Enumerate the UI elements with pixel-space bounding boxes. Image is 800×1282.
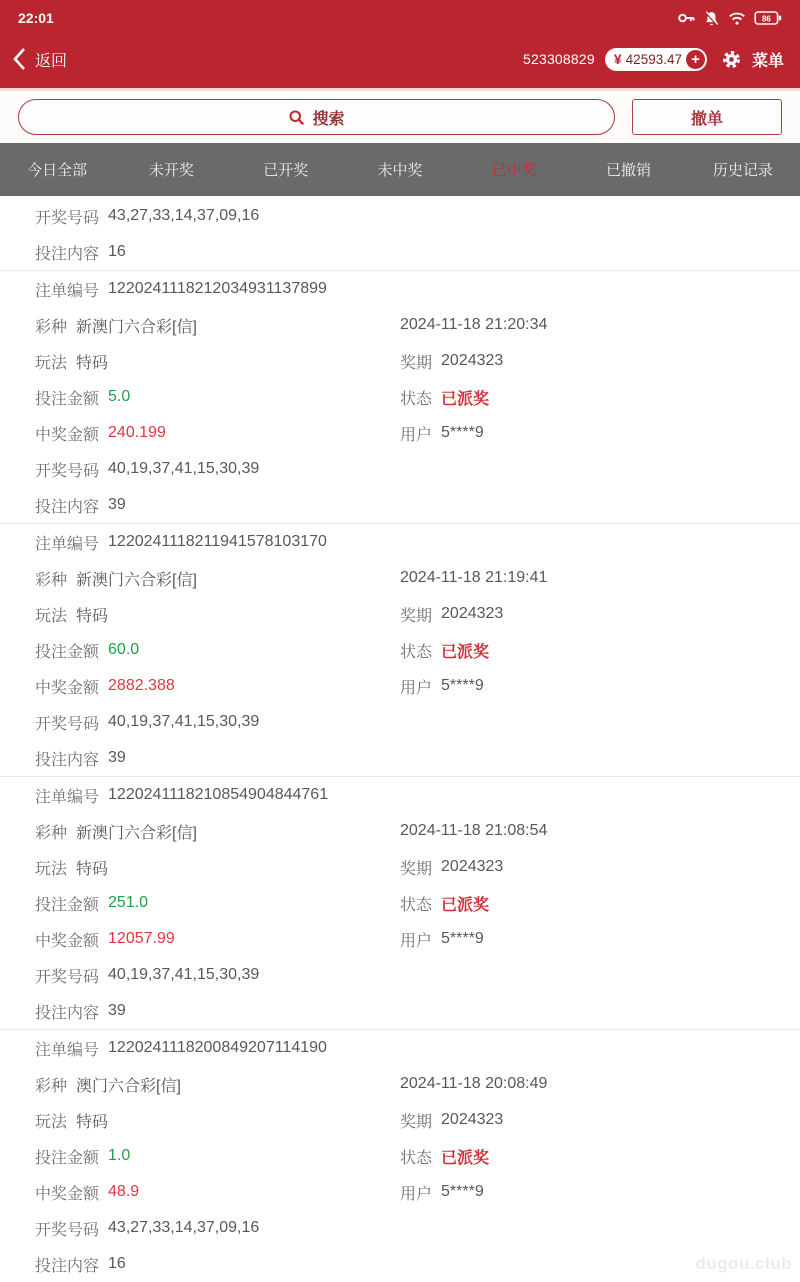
draw-numbers-label: 开奖号码 <box>35 715 100 733</box>
bet-time-value: 2024-11-18 20:08:49 <box>400 1075 548 1092</box>
draw-numbers-label: 开奖号码 <box>35 968 100 986</box>
order-number-row <box>0 1030 800 1066</box>
win-amount-value: 2882.388 <box>108 677 175 694</box>
order-number-row <box>0 524 800 560</box>
records-list <box>0 196 800 1282</box>
wifi-icon <box>727 10 747 26</box>
order-number-value: 1220241118200849207114190 <box>108 1039 327 1056</box>
win-amount-label: 中奖金额 <box>35 679 100 697</box>
order-number-value: 1220241118212034931137899 <box>108 280 327 297</box>
bet-record <box>0 776 800 1029</box>
period-label: 奖期 <box>400 860 433 878</box>
user-label: 用户 <box>400 679 433 697</box>
period-value: 2024323 <box>441 605 504 622</box>
tab-4[interactable]: 未中奖 <box>377 162 423 179</box>
bet-amount-label: 投注金额 <box>35 390 100 408</box>
status-badge: 已派奖 <box>441 1149 490 1167</box>
win-amount-value: 240.199 <box>108 424 166 441</box>
win-amount-label: 中奖金额 <box>35 426 100 444</box>
status-label: 状态 <box>400 390 433 408</box>
bet-content-label: 投注内容 <box>35 1004 100 1022</box>
bet-content-label: 投注内容 <box>35 751 100 769</box>
period-value: 2024323 <box>441 352 504 369</box>
bet-content-value: 39 <box>108 1002 126 1019</box>
play-label: 玩法 <box>35 860 68 878</box>
order-number-value: 1220241118210854904844761 <box>108 786 329 803</box>
bet-content-value: 39 <box>108 496 126 513</box>
balance-amount: 42593.47 <box>625 51 682 67</box>
bet-amount-label: 投注金额 <box>35 643 100 661</box>
status-badge: 已派奖 <box>441 390 490 408</box>
tab-2[interactable]: 未开奖 <box>148 162 194 179</box>
bet-content-value: 16 <box>108 243 126 260</box>
balance-pill[interactable] <box>605 48 707 71</box>
user-label: 用户 <box>400 1185 433 1203</box>
amount-status-row <box>0 379 800 415</box>
bet-amount-value: 251.0 <box>108 894 149 911</box>
key-icon <box>677 10 696 26</box>
win-amount-label: 中奖金额 <box>35 1185 100 1203</box>
back-button[interactable] <box>12 47 67 71</box>
order-number-value: 1220241118211941578103170 <box>108 533 327 550</box>
lottery-value: 新澳门六合彩[信] <box>76 824 197 842</box>
user-value: 5****9 <box>441 930 484 947</box>
draw-numbers-row <box>0 704 800 740</box>
order-number-row <box>0 777 800 813</box>
order-number-label: 注单编号 <box>35 282 100 300</box>
user-label: 用户 <box>400 426 433 444</box>
status-bar <box>0 0 800 36</box>
partial-record <box>0 198 800 270</box>
period-value: 2024323 <box>441 1111 504 1128</box>
bet-content-value: 39 <box>108 749 126 766</box>
bet-time-value: 2024-11-18 21:20:34 <box>400 316 548 333</box>
draw-numbers-value: 40,19,37,41,15,30,39 <box>108 966 260 983</box>
period-label: 奖期 <box>400 607 433 625</box>
period-label: 奖期 <box>400 1113 433 1131</box>
settings-gear-icon[interactable] <box>721 49 742 70</box>
bet-time-value: 2024-11-18 21:19:41 <box>400 569 548 586</box>
lottery-value: 澳门六合彩[信] <box>76 1077 181 1095</box>
bet-content-label: 投注内容 <box>35 1257 100 1275</box>
win-user-row <box>0 1174 800 1210</box>
play-label: 玩法 <box>35 354 68 372</box>
lottery-value: 新澳门六合彩[信] <box>76 571 197 589</box>
status-badge: 已派奖 <box>441 896 490 914</box>
lottery-label: 彩种 <box>35 318 68 336</box>
draw-numbers-label: 开奖号码 <box>35 209 100 227</box>
play-value: 特码 <box>76 860 109 878</box>
lottery-time-row <box>0 560 800 596</box>
play-value: 特码 <box>76 1113 109 1131</box>
add-funds-icon[interactable]: + <box>686 50 705 69</box>
tab-3[interactable]: 已开奖 <box>263 162 309 179</box>
bet-content-label: 投注内容 <box>35 245 100 263</box>
bet-amount-value: 60.0 <box>108 641 140 658</box>
draw-numbers-label: 开奖号码 <box>35 1221 100 1239</box>
battery-icon <box>754 10 782 26</box>
tab-6[interactable]: 已撤销 <box>606 162 652 179</box>
play-label: 玩法 <box>35 607 68 625</box>
status-label: 状态 <box>400 643 433 661</box>
tab-5[interactable]: 已中奖 <box>491 162 537 179</box>
bet-content-row <box>0 993 800 1029</box>
bet-content-row <box>0 487 800 523</box>
bet-record <box>0 1029 800 1282</box>
lottery-label: 彩种 <box>35 1077 68 1095</box>
draw-numbers-row <box>0 451 800 487</box>
win-user-row <box>0 668 800 704</box>
order-number-label: 注单编号 <box>35 535 100 553</box>
watermark: dugou.club <box>695 1254 792 1273</box>
cancel-order-button[interactable] <box>632 99 782 135</box>
win-amount-value: 48.9 <box>108 1183 140 1200</box>
battery-percent-text: 86 <box>761 14 771 24</box>
bet-content-row <box>0 1246 800 1282</box>
top-red-zone <box>0 0 800 88</box>
bet-amount-value: 5.0 <box>108 388 131 405</box>
draw-numbers-value: 43,27,33,14,37,09,16 <box>108 1219 260 1236</box>
win-amount-label: 中奖金额 <box>35 932 100 950</box>
status-label: 状态 <box>400 1149 433 1167</box>
draw-numbers-value: 40,19,37,41,15,30,39 <box>108 713 260 730</box>
bet-content-label: 投注内容 <box>35 498 100 516</box>
draw-numbers-row <box>0 957 800 993</box>
cancel-order-label: 撤单 <box>690 110 723 128</box>
lottery-label: 彩种 <box>35 571 68 589</box>
back-chevron-icon <box>12 47 27 71</box>
play-period-row <box>0 596 800 632</box>
win-amount-value: 12057.99 <box>108 930 175 947</box>
lottery-label: 彩种 <box>35 824 68 842</box>
bet-amount-label: 投注金额 <box>35 896 100 914</box>
clock: 22:01 <box>18 10 54 26</box>
play-period-row <box>0 343 800 379</box>
play-value: 特码 <box>76 354 109 372</box>
play-value: 特码 <box>76 607 109 625</box>
search-toolbar <box>0 88 800 143</box>
bet-record <box>0 523 800 776</box>
draw-numbers-row <box>0 198 800 234</box>
user-value: 5****9 <box>441 1183 484 1200</box>
account-id: 523308829 <box>522 51 595 67</box>
user-value: 5****9 <box>441 677 484 694</box>
menu-button[interactable]: 菜单 <box>751 52 784 70</box>
draw-numbers-label: 开奖号码 <box>35 462 100 480</box>
status-badge: 已派奖 <box>441 643 490 661</box>
draw-numbers-value: 43,27,33,14,37,09,16 <box>108 207 260 224</box>
notifications-off-icon <box>703 10 720 27</box>
bet-amount-label: 投注金额 <box>35 1149 100 1167</box>
user-value: 5****9 <box>441 424 484 441</box>
user-label: 用户 <box>400 932 433 950</box>
tab-1[interactable]: 今日全部 <box>27 162 88 179</box>
amount-status-row <box>0 632 800 668</box>
bet-content-row <box>0 740 800 776</box>
play-period-row <box>0 849 800 885</box>
amount-status-row <box>0 885 800 921</box>
back-label: 返回 <box>35 52 68 70</box>
bet-content-value: 16 <box>108 1255 126 1272</box>
win-user-row <box>0 921 800 957</box>
bet-amount-value: 1.0 <box>108 1147 131 1164</box>
order-number-label: 注单编号 <box>35 788 100 806</box>
draw-numbers-row <box>0 1210 800 1246</box>
filter-tab-bar <box>0 143 800 196</box>
order-number-label: 注单编号 <box>35 1041 100 1059</box>
tab-7[interactable]: 历史记录 <box>712 162 773 179</box>
play-label: 玩法 <box>35 1113 68 1131</box>
bet-record <box>0 270 800 523</box>
amount-status-row <box>0 1138 800 1174</box>
search-input[interactable] <box>18 99 615 135</box>
bet-content-row <box>0 234 800 270</box>
order-number-row <box>0 271 800 307</box>
currency-symbol: ¥ <box>613 51 622 67</box>
bet-time-value: 2024-11-18 21:08:54 <box>400 822 548 839</box>
lottery-time-row <box>0 813 800 849</box>
status-label: 状态 <box>400 896 433 914</box>
app-bar <box>0 36 800 88</box>
lottery-time-row <box>0 1066 800 1102</box>
play-period-row <box>0 1102 800 1138</box>
lottery-value: 新澳门六合彩[信] <box>76 318 197 336</box>
win-user-row <box>0 415 800 451</box>
search-placeholder: 搜索 <box>312 110 345 128</box>
period-label: 奖期 <box>400 354 433 372</box>
draw-numbers-value: 40,19,37,41,15,30,39 <box>108 460 260 477</box>
period-value: 2024323 <box>441 858 504 875</box>
lottery-time-row <box>0 307 800 343</box>
search-icon <box>288 109 305 126</box>
